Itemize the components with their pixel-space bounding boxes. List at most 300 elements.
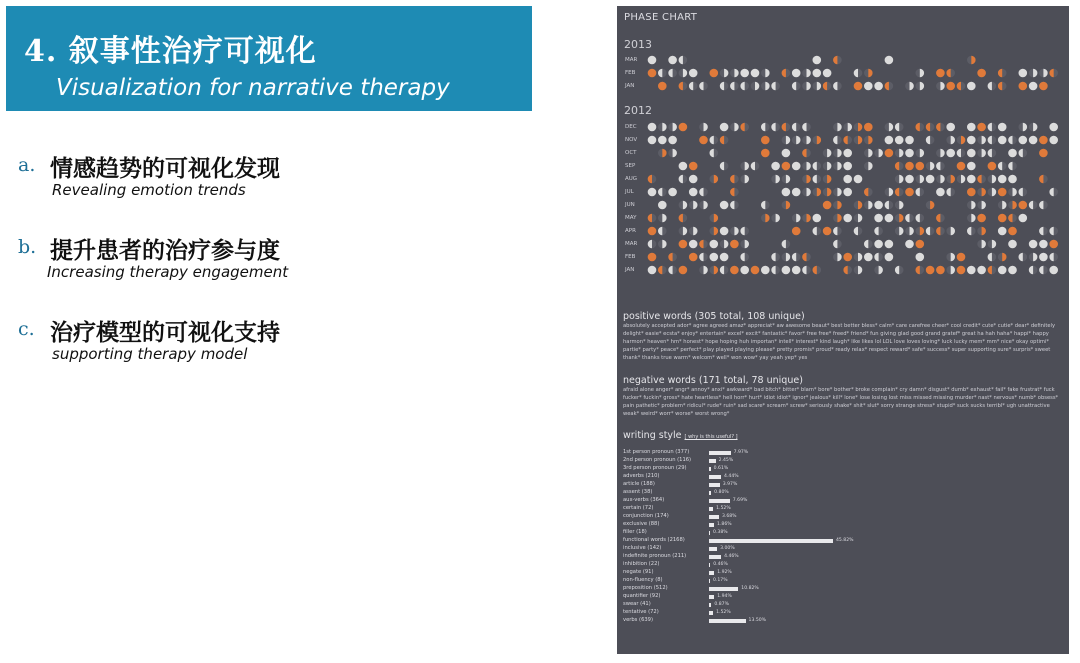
moon-phase-icon bbox=[1008, 214, 1017, 223]
moon-phase-icon bbox=[977, 201, 986, 210]
month-label: MAR bbox=[625, 241, 638, 247]
moon-phase-icon bbox=[1049, 227, 1058, 236]
moon-phase-icon bbox=[751, 69, 760, 78]
moon-phase-icon bbox=[977, 149, 986, 158]
moon-phase-icon bbox=[740, 253, 749, 262]
moon-phase-icon bbox=[977, 240, 986, 249]
phase-chart-panel bbox=[617, 6, 1069, 654]
moon-phase-icon bbox=[926, 136, 935, 145]
moon-phase-icon bbox=[988, 240, 997, 249]
moon-phase-icon bbox=[833, 162, 842, 171]
moon-phase-icon bbox=[1019, 188, 1028, 197]
moon-phase-icon bbox=[895, 201, 904, 210]
moon-phase-icon bbox=[1049, 266, 1058, 275]
moon-phase-icon bbox=[1039, 149, 1048, 158]
writing-style-bar bbox=[709, 555, 721, 559]
moon-phase-icon bbox=[967, 227, 976, 236]
moon-phase-icon bbox=[854, 266, 863, 275]
writing-style-label: conjunction (174) bbox=[623, 513, 669, 519]
moon-phase-icon bbox=[658, 149, 667, 158]
writing-style-bar bbox=[709, 451, 731, 455]
writing-style-label: 3rd person pronoun (29) bbox=[623, 465, 687, 471]
writing-style-value: 3.97% bbox=[722, 481, 738, 487]
writing-style-bar bbox=[709, 515, 719, 519]
moon-phase-icon bbox=[854, 136, 863, 145]
moon-phase-icon bbox=[761, 82, 770, 91]
moon-phase-icon bbox=[957, 149, 966, 158]
moon-phase-icon bbox=[720, 162, 729, 171]
moon-phase-icon bbox=[833, 227, 842, 236]
slide-title-en: Visualization for narrative therapy bbox=[56, 75, 450, 101]
writing-style-bar bbox=[709, 619, 746, 623]
moon-phase-icon bbox=[967, 123, 976, 132]
moon-phase-icon bbox=[833, 188, 842, 197]
moon-phase-icon bbox=[813, 175, 822, 184]
moon-phase-icon bbox=[916, 149, 925, 158]
writing-style-label: indefinite pronoun (211) bbox=[623, 553, 687, 559]
positive-words-list: absolutely accepted ador* agree agreed amaz* appreciat* aw awesome beaut* best better bless* calm* care carefree cheer* cool credit* cute* cutie* dear* definitely delight* easie* ecsta* enjoy* entertain* excel* excit* fantastic* favor* free free* freed* friend* fun giving glad good grand gratef* great ha hah haha* happi* happy harmon* heaven* hm* honest* hope hoping huh importan* intell* interest* kind laugh* like likes lol LOL love loves loving* luck lucky mem* mm* nice* okay optimi* partie* party* peace* perfect* play played playing please* pretty promis* proud* ready relax* respect reward* safe* success* super supporting sure* surpris* sweet thank* thanks true warm* welcom* well* won wow* yay yeah yep* yes bbox=[623, 323, 1056, 361]
writing-style-label: adverbs (210) bbox=[623, 473, 660, 479]
moon-phase-icon bbox=[782, 175, 791, 184]
moon-phase-icon bbox=[1039, 136, 1048, 145]
moon-phase-icon bbox=[1008, 136, 1017, 145]
moon-phase-icon bbox=[771, 214, 780, 223]
moon-phase-icon bbox=[843, 266, 852, 275]
moon-phase-icon bbox=[854, 201, 863, 210]
moon-phase-icon bbox=[771, 162, 780, 171]
writing-style-label: inclusive (142) bbox=[623, 545, 662, 551]
moon-phase-icon bbox=[740, 240, 749, 249]
moon-phase-icon bbox=[833, 123, 842, 132]
writing-style-label: 2nd person pronoun (116) bbox=[623, 457, 692, 463]
moon-phase-icon bbox=[926, 227, 935, 236]
month-label: DEC bbox=[625, 124, 637, 130]
moon-phase-icon bbox=[792, 266, 801, 275]
moon-phase-icon bbox=[699, 123, 708, 132]
writing-style-label: tentative (72) bbox=[623, 609, 659, 615]
moon-phase-icon bbox=[782, 188, 791, 197]
writing-style-value: 1.94% bbox=[717, 593, 732, 599]
moon-phase-icon bbox=[740, 82, 749, 91]
moon-phase-icon bbox=[689, 201, 698, 210]
moon-phase-icon bbox=[895, 214, 904, 223]
moon-phase-icon bbox=[782, 253, 791, 262]
moon-phase-icon bbox=[967, 266, 976, 275]
moon-phase-icon bbox=[668, 188, 677, 197]
moon-phase-icon bbox=[648, 56, 657, 65]
moon-phase-icon bbox=[988, 253, 997, 262]
moon-phase-icon bbox=[843, 136, 852, 145]
moon-phase-icon bbox=[710, 69, 719, 78]
moon-phase-icon bbox=[668, 253, 677, 262]
month-label: MAR bbox=[625, 57, 638, 63]
moon-phase-icon bbox=[1019, 123, 1028, 132]
moon-phase-icon bbox=[710, 253, 719, 262]
moon-phase-icon bbox=[689, 188, 698, 197]
moon-phase-icon bbox=[988, 123, 997, 132]
writing-style-value: 0.38% bbox=[713, 529, 728, 535]
moon-phase-icon bbox=[916, 214, 925, 223]
moon-phase-icon bbox=[916, 188, 925, 197]
moon-phase-icon bbox=[730, 69, 739, 78]
moon-phase-icon bbox=[823, 149, 832, 158]
moon-phase-icon bbox=[730, 175, 739, 184]
moon-phase-icon bbox=[874, 227, 883, 236]
moon-phase-icon bbox=[761, 266, 770, 275]
moon-phase-icon bbox=[916, 227, 925, 236]
moon-phase-icon bbox=[864, 201, 873, 210]
moon-phase-icon bbox=[720, 136, 729, 145]
month-label: JAN bbox=[625, 83, 635, 89]
moon-phase-icon bbox=[895, 136, 904, 145]
moon-phase-icon bbox=[813, 188, 822, 197]
moon-phase-icon bbox=[813, 136, 822, 145]
moon-phase-icon bbox=[936, 162, 945, 171]
moon-phase-icon bbox=[874, 201, 883, 210]
moon-phase-icon bbox=[988, 266, 997, 275]
moon-phase-icon bbox=[1029, 201, 1038, 210]
moon-phase-icon bbox=[936, 123, 945, 132]
moon-phase-icon bbox=[1039, 266, 1048, 275]
moon-phase-icon bbox=[988, 149, 997, 158]
moon-phase-icon bbox=[1019, 201, 1028, 210]
moon-phase-icon bbox=[679, 227, 688, 236]
moon-phase-icon bbox=[905, 136, 914, 145]
moon-phase-icon bbox=[1049, 253, 1058, 262]
moon-phase-icon bbox=[977, 227, 986, 236]
month-label: SEP bbox=[625, 163, 636, 169]
writing-style-value: 3.00% bbox=[720, 545, 735, 551]
moon-phase-icon bbox=[813, 162, 822, 171]
moon-phase-icon bbox=[668, 266, 677, 275]
moon-phase-icon bbox=[926, 175, 935, 184]
moon-phase-icon bbox=[740, 69, 749, 78]
moon-phase-icon bbox=[740, 266, 749, 275]
moon-phase-icon bbox=[957, 253, 966, 262]
moon-phase-icon bbox=[668, 69, 677, 78]
moon-phase-icon bbox=[864, 240, 873, 249]
negative-words-list: afraid alone anger* angr* annoy* anxi* awkward* bad bitch* bitter* blam* bore* bother* broke complain* cry damn* disgust* dumb* exhaust* fail* fake frustrat* fuck fucker* fuckin* gross* hate heartless* hell horr* hurt* idiot idiot* ignor* jealous* kill* lone* lose losing lost miss missed missing murder* nast* nervous* numb* obsess* pain pathetic* problem* ridicul* rude* ruin* sad scare* scream* screw* seriously shake* shit* slut* sorry strange stress* stupid* suck sucks terribl* ugh unattractive weak* weird* worr* worse* worst wrong* bbox=[623, 387, 1059, 417]
moon-phase-icon bbox=[1008, 149, 1017, 158]
moon-phase-icon bbox=[1049, 240, 1058, 249]
moon-phase-icon bbox=[1039, 227, 1048, 236]
moon-phase-icon bbox=[751, 162, 760, 171]
moon-phase-icon bbox=[730, 266, 739, 275]
month-label: NOV bbox=[625, 137, 638, 143]
moon-phase-icon bbox=[957, 136, 966, 145]
moon-phase-icon bbox=[895, 149, 904, 158]
moon-phase-icon bbox=[679, 240, 688, 249]
moon-phase-icon bbox=[905, 227, 914, 236]
moon-phase-icon bbox=[813, 56, 822, 65]
moon-phase-icon bbox=[782, 69, 791, 78]
moon-phase-icon bbox=[679, 175, 688, 184]
moon-phase-icon bbox=[843, 175, 852, 184]
moon-phase-icon bbox=[916, 266, 925, 275]
moon-phase-icon bbox=[967, 149, 976, 158]
moon-phase-icon bbox=[874, 240, 883, 249]
moon-phase-icon bbox=[1029, 240, 1038, 249]
moon-phase-icon bbox=[740, 123, 749, 132]
moon-phase-icon bbox=[689, 175, 698, 184]
writing-style-value: 3.68% bbox=[721, 513, 737, 519]
writing-style-value: 1.86% bbox=[717, 521, 732, 527]
moon-phase-icon bbox=[936, 266, 945, 275]
writing-style-bar bbox=[709, 483, 720, 487]
moon-phase-icon bbox=[1039, 201, 1048, 210]
moon-phase-icon bbox=[998, 188, 1007, 197]
moon-phase-icon bbox=[936, 82, 945, 91]
moon-phase-icon bbox=[988, 188, 997, 197]
moon-phase-icon bbox=[658, 136, 667, 145]
moon-phase-icon bbox=[936, 227, 945, 236]
moon-phase-icon bbox=[782, 123, 791, 132]
writing-style-bar bbox=[709, 459, 716, 463]
moon-phase-icon bbox=[720, 123, 729, 132]
writing-style-bar bbox=[709, 531, 710, 535]
moon-phase-icon bbox=[833, 240, 842, 249]
moon-phase-icon bbox=[802, 136, 811, 145]
moon-phase-icon bbox=[813, 266, 822, 275]
moon-phase-icon bbox=[771, 253, 780, 262]
moon-phase-icon bbox=[1029, 253, 1038, 262]
moon-phase-icon bbox=[946, 123, 955, 132]
moon-phase-icon bbox=[946, 266, 955, 275]
moon-phase-icon bbox=[782, 240, 791, 249]
moon-phase-icon bbox=[710, 136, 719, 145]
moon-phase-icon bbox=[843, 253, 852, 262]
moon-phase-icon bbox=[1039, 175, 1048, 184]
writing-style-heading bbox=[623, 430, 738, 441]
moon-phase-icon bbox=[1049, 123, 1058, 132]
moon-phase-icon bbox=[648, 214, 657, 223]
writing-style-bar bbox=[709, 563, 710, 567]
month-label: APR bbox=[625, 228, 636, 234]
moon-phase-icon bbox=[1008, 227, 1017, 236]
bullet-title-en: Increasing therapy engagement bbox=[47, 263, 289, 281]
moon-phase-icon bbox=[771, 82, 780, 91]
writing-style-value: 0.46% bbox=[713, 561, 728, 567]
bullet-title-zh: 情感趋势的可视化发现 bbox=[50, 155, 280, 182]
moon-phase-icon bbox=[648, 266, 657, 275]
moon-phase-icon bbox=[967, 201, 976, 210]
moon-phase-icon bbox=[648, 136, 657, 145]
moon-phase-icon bbox=[833, 136, 842, 145]
moon-phase-icon bbox=[792, 227, 801, 236]
moon-phase-icon bbox=[1008, 201, 1017, 210]
moon-phase-icon bbox=[710, 227, 719, 236]
moon-phase-icon bbox=[977, 266, 986, 275]
moon-phase-icon bbox=[916, 175, 925, 184]
writing-style-bar bbox=[709, 523, 714, 527]
moon-phase-icon bbox=[720, 227, 729, 236]
moon-phase-icon bbox=[761, 149, 770, 158]
moon-phase-icon bbox=[658, 123, 667, 132]
phase-chart-grid bbox=[617, 6, 1069, 296]
moon-phase-icon bbox=[658, 227, 667, 236]
moon-phase-icon bbox=[1029, 82, 1038, 91]
moon-phase-icon bbox=[854, 227, 863, 236]
slide-title-zh: 4. 叙事性治疗可视化 bbox=[24, 34, 317, 69]
moon-phase-icon bbox=[946, 82, 955, 91]
moon-phase-icon bbox=[916, 162, 925, 171]
moon-phase-icon bbox=[895, 188, 904, 197]
moon-phase-icon bbox=[699, 188, 708, 197]
moon-phase-icon bbox=[761, 69, 770, 78]
moon-phase-icon bbox=[648, 227, 657, 236]
moon-phase-icon bbox=[823, 227, 832, 236]
month-label: JUL bbox=[625, 189, 634, 195]
moon-phase-icon bbox=[885, 214, 894, 223]
moon-phase-icon bbox=[895, 175, 904, 184]
moon-phase-icon bbox=[905, 240, 914, 249]
month-label: FEB bbox=[625, 70, 636, 76]
moon-phase-icon bbox=[823, 201, 832, 210]
moon-phase-icon bbox=[689, 82, 698, 91]
moon-phase-icon bbox=[854, 214, 863, 223]
moon-phase-icon bbox=[1039, 69, 1048, 78]
moon-phase-icon bbox=[802, 82, 811, 91]
moon-phase-icon bbox=[843, 188, 852, 197]
moon-phase-icon bbox=[998, 123, 1007, 132]
moon-phase-icon bbox=[988, 162, 997, 171]
moon-phase-icon bbox=[957, 82, 966, 91]
moon-phase-icon bbox=[699, 240, 708, 249]
moon-phase-icon bbox=[936, 149, 945, 158]
moon-phase-icon bbox=[771, 175, 780, 184]
moon-phase-icon bbox=[843, 149, 852, 158]
moon-phase-icon bbox=[864, 136, 873, 145]
moon-phase-icon bbox=[967, 175, 976, 184]
writing-style-bar bbox=[709, 491, 711, 495]
writing-style-label: non-fluency (8) bbox=[623, 577, 663, 583]
writing-style-value: 2.45% bbox=[718, 457, 734, 463]
moon-phase-icon bbox=[936, 214, 945, 223]
moon-phase-icon bbox=[1029, 266, 1038, 275]
moon-phase-icon bbox=[792, 82, 801, 91]
moon-phase-icon bbox=[761, 214, 770, 223]
moon-phase-icon bbox=[823, 69, 832, 78]
moon-phase-icon bbox=[658, 266, 667, 275]
moon-phase-icon bbox=[648, 240, 657, 249]
writing-style-bar bbox=[709, 539, 833, 543]
moon-phase-icon bbox=[916, 240, 925, 249]
moon-phase-icon bbox=[1019, 149, 1028, 158]
moon-phase-icon bbox=[813, 69, 822, 78]
moon-phase-icon bbox=[885, 253, 894, 262]
moon-phase-icon bbox=[648, 123, 657, 132]
moon-phase-icon bbox=[926, 201, 935, 210]
moon-phase-icon bbox=[885, 136, 894, 145]
moon-phase-icon bbox=[648, 188, 657, 197]
moon-phase-icon bbox=[905, 149, 914, 158]
bullet-marker: b. bbox=[18, 236, 37, 258]
moon-phase-icon bbox=[792, 136, 801, 145]
moon-phase-icon bbox=[946, 136, 955, 145]
moon-phase-icon bbox=[782, 162, 791, 171]
moon-phase-icon bbox=[1008, 240, 1017, 249]
moon-phase-icon bbox=[833, 149, 842, 158]
moon-phase-icon bbox=[843, 123, 852, 132]
moon-phase-icon bbox=[689, 240, 698, 249]
moon-phase-icon bbox=[1029, 123, 1038, 132]
moon-phase-icon bbox=[1019, 214, 1028, 223]
moon-phase-icon bbox=[885, 188, 894, 197]
moon-phase-icon bbox=[792, 162, 801, 171]
moon-phase-icon bbox=[792, 69, 801, 78]
moon-phase-icon bbox=[864, 149, 873, 158]
moon-phase-icon bbox=[679, 82, 688, 91]
writing-style-bar bbox=[709, 547, 717, 551]
month-label: MAY bbox=[625, 215, 637, 221]
moon-phase-icon bbox=[802, 253, 811, 262]
bullet-marker: c. bbox=[18, 318, 35, 340]
moon-phase-icon bbox=[967, 136, 976, 145]
bullet-title-en: Revealing emotion trends bbox=[52, 181, 246, 199]
moon-phase-icon bbox=[916, 69, 925, 78]
moon-phase-icon bbox=[977, 69, 986, 78]
writing-style-label: verbs (639) bbox=[623, 617, 653, 623]
phase-chart-title: PHASE CHART bbox=[624, 12, 698, 23]
moon-phase-icon bbox=[833, 253, 842, 262]
moon-phase-icon bbox=[895, 227, 904, 236]
why-useful-link[interactable]: [ why is this useful? ] bbox=[684, 434, 738, 440]
moon-phase-icon bbox=[936, 69, 945, 78]
moon-phase-icon bbox=[885, 123, 894, 132]
month-label: AUG bbox=[625, 176, 638, 182]
moon-phase-icon bbox=[710, 175, 719, 184]
moon-phase-icon bbox=[792, 214, 801, 223]
moon-phase-icon bbox=[668, 56, 677, 65]
moon-phase-icon bbox=[730, 123, 739, 132]
moon-phase-icon bbox=[1019, 69, 1028, 78]
moon-phase-icon bbox=[998, 69, 1007, 78]
moon-phase-icon bbox=[854, 175, 863, 184]
moon-phase-icon bbox=[782, 201, 791, 210]
writing-style-value: 7.97% bbox=[733, 449, 749, 455]
moon-phase-icon bbox=[699, 266, 708, 275]
moon-phase-icon bbox=[874, 149, 883, 158]
moon-phase-icon bbox=[668, 149, 677, 158]
moon-phase-icon bbox=[792, 123, 801, 132]
moon-phase-icon bbox=[833, 214, 842, 223]
writing-style-value: 0.17% bbox=[713, 577, 728, 583]
writing-style-value: 0.61% bbox=[713, 465, 729, 471]
moon-phase-icon bbox=[710, 266, 719, 275]
moon-phase-icon bbox=[854, 82, 863, 91]
moon-phase-icon bbox=[1008, 266, 1017, 275]
moon-phase-icon bbox=[802, 188, 811, 197]
moon-phase-icon bbox=[710, 240, 719, 249]
moon-phase-icon bbox=[946, 227, 955, 236]
moon-phase-icon bbox=[689, 69, 698, 78]
moon-phase-icon bbox=[1039, 253, 1048, 262]
moon-phase-icon bbox=[802, 123, 811, 132]
writing-style-label: filler (18) bbox=[623, 529, 647, 535]
moon-phase-icon bbox=[946, 188, 955, 197]
moon-phase-icon bbox=[679, 123, 688, 132]
moon-phase-icon bbox=[864, 123, 873, 132]
writing-style-label: inhibition (22) bbox=[623, 561, 660, 567]
moon-phase-icon bbox=[874, 214, 883, 223]
writing-style-value: 1.92% bbox=[717, 569, 732, 575]
writing-style-label: article (188) bbox=[623, 481, 655, 487]
moon-phase-icon bbox=[1029, 69, 1038, 78]
moon-phase-icon bbox=[926, 266, 935, 275]
moon-phase-icon bbox=[998, 162, 1007, 171]
moon-phase-icon bbox=[720, 201, 729, 210]
moon-phase-icon bbox=[813, 82, 822, 91]
